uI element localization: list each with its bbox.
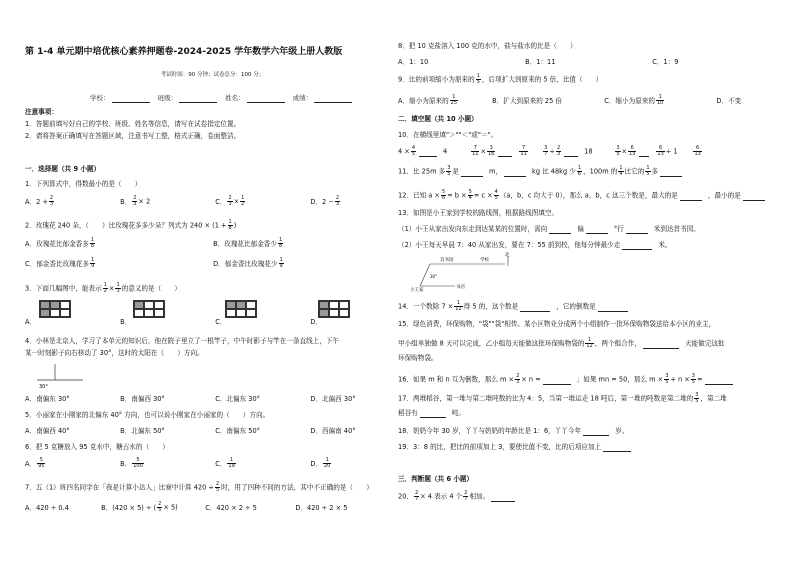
option-d[interactable]: D．	[310, 318, 322, 326]
section-heading-choice: 一．选择题（共 9 小题）	[25, 165, 101, 173]
option-a[interactable]: A．	[25, 318, 37, 326]
option-b[interactable]: B．(420 × 5) ÷ ( $\frac{2}{5}$ × 5)	[101, 501, 178, 513]
option-d[interactable]: D． $\frac{1}{20}$	[310, 457, 331, 469]
question-3: 3．下面几幅图中，能表示 $\frac{1}{2}$ × $\frac{1}{3}$ 的意义的是（ ）	[25, 282, 181, 294]
question-19: 19．3：8 的比，把比的前项加上 3，要使比值不变，比的后项应加上	[398, 443, 637, 452]
angle-label: 30°	[430, 274, 438, 279]
question-13: 13．如图是小王家到学校的路线图，根据路线图填空。	[398, 209, 559, 217]
question-8-options	[398, 58, 678, 67]
question-15-line2: 甲小组单独做 8 天可以完成，乙小组每天能做这批环保购物袋的 $\frac{1}{12}$ ，两个组合作， 天能做完这批	[398, 337, 725, 349]
option-d[interactable]: D．不变	[716, 96, 742, 105]
page-title: 第 1-4 单元期中培优核心素养押题卷-2024-2025 学年数学六年级上册人教版	[25, 47, 343, 57]
option-b[interactable]: B． $\frac{5}{100}$	[120, 457, 143, 469]
question-18: 18．奶奶今年 30 岁，丫丫与奶奶的年龄比是 1：6，丫丫今年 岁。	[398, 427, 629, 435]
route-map-diagram	[410, 252, 520, 292]
question-12: 12．已知 a × $\frac{5}{6}$ = b × $\frac{5}{4}$ = c × $\frac{4}{5}$ （a，b，c 均大于 0），那么 a，b，c 这三个数是，最大的是 ，最小的是	[398, 190, 771, 201]
question-6-options	[25, 458, 332, 469]
option-b[interactable]: B．	[120, 318, 132, 326]
question-5-options	[25, 427, 356, 436]
section-heading-fill: 二．填空题（共 10 小题）	[398, 115, 478, 123]
question-15-line3: 环保购物袋。	[398, 354, 438, 362]
question-5: 5．小丽家在小刚家的北偏东 40° 方向，也可以说小刚家在小丽家的（ ）方向。	[25, 411, 270, 419]
map-label: 学校	[480, 258, 489, 263]
question-1: 1．下列算式中，得数最小的是（ ）	[25, 180, 142, 188]
option-a[interactable]: A．1：10	[398, 58, 429, 66]
question-7-options	[25, 502, 347, 513]
compare-item[interactable]: $\frac{6}{13}$	[694, 145, 701, 157]
question-15: 15．绿色消费，环保购物，"袋""袋"相传。某小区物业分成两个小组制作一批环保购物袋送给本小区的业主，	[398, 320, 716, 328]
map-label: 首书园	[440, 258, 454, 263]
question-13-part1: （1）小王从家出发向东走到达某某的位置时，需向 偏 °行 米到达首书园。	[398, 225, 700, 233]
option-d[interactable]: D．2 − $\frac{2}{3}$	[310, 195, 340, 207]
question-9-options	[398, 95, 741, 106]
option-a[interactable]: A．玫瑰花比郁金香多 $\frac{1}{8}$	[25, 237, 95, 249]
option-c[interactable]: C．郁金香比玫瑰花多 $\frac{1}{9}$	[25, 257, 95, 269]
notice-item: 2．请将答案正确填写在答题区域，注意书写工整，格式正确，卷面整洁。	[25, 132, 241, 140]
option-a[interactable]: A． $\frac{5}{95}$	[25, 457, 45, 469]
question-17: 17．两堆稻谷，第一堆与第二堆吨数的比为 4：5，当第一堆运走 18 吨后，第一堆的吨数是第二堆的 $\frac{3}{5}$ ，第二堆	[398, 392, 727, 404]
score-blank[interactable]	[314, 96, 352, 103]
exam-info: 考试时间：90 分钟；试卷总分：100 分；	[160, 72, 265, 78]
question-4: 4．小林是北京人，学习了本单元的知识后，他在院子里立了一根竿子，中午时影子与竿在一条直线上，下午	[25, 337, 340, 345]
school-label: 学校：	[90, 94, 110, 102]
option-b[interactable]: B．1：11	[525, 58, 556, 66]
option-d[interactable]: D．北偏西 30°	[310, 395, 356, 403]
option-a[interactable]: A．2 + $\frac{2}{3}$	[25, 195, 54, 207]
question-10-items	[398, 146, 703, 157]
option-a[interactable]: A．南偏西 40°	[25, 427, 70, 435]
question-2: 2．玫瑰花 240 朵，（ ）比玫瑰花多多少朵？列式为 240 × (1 + $\frac{1}{8}$ )	[25, 219, 237, 231]
question-10: 10．在横线里填"＞""＜"或"＝"。	[398, 131, 498, 139]
question-17-line2: 稻谷有 吨。	[398, 409, 465, 417]
question-7: 7．五（1）班四名同学在「我是计算小达人」比赛中计算 420 ÷ $\frac{2}{5}$ 时，用了四种不同的方法，其中不正确的是（ ）	[25, 481, 373, 493]
map-label: 小王家	[410, 288, 424, 292]
figure-b	[133, 300, 165, 318]
angle-label: 30°	[39, 384, 48, 390]
option-c[interactable]: C．南偏东 50°	[215, 427, 260, 435]
question-3-options	[25, 318, 322, 327]
section-heading-judge: 三．判断题（共 6 小题）	[398, 475, 474, 483]
name-label: 姓名：	[225, 94, 245, 102]
option-b[interactable]: B．南偏西 30°	[120, 395, 165, 403]
option-b[interactable]: B．玫瑰花比郁金香少 $\frac{1}{8}$	[213, 237, 283, 249]
school-blank[interactable]	[112, 96, 150, 103]
question-4-options	[25, 395, 356, 404]
question-1-options	[25, 196, 403, 207]
map-label: 书店	[456, 285, 465, 290]
class-blank[interactable]	[179, 96, 217, 103]
question-8: 8．把 10 克盐溶入 100 克的水中，盐与盐水的比是（ ）	[398, 42, 577, 50]
compare-item[interactable]: 4 × $\frac{4}{5}$ 4	[398, 145, 448, 157]
question-20: 20． $\frac{2}{7}$ × 4 表示 4 个 $\frac{2}{7}$ 相加。	[398, 491, 521, 502]
option-a[interactable]: A．南偏东 30°	[25, 395, 70, 403]
sun-shadow-diagram	[35, 360, 85, 390]
notice-item: 1．答题前填写好自己的学校、班级、姓名等信息，请写在试卷指定位置。	[25, 120, 241, 128]
question-13-part2: （2）小王每天早晨 7：40 从家出发，要在 7：55 前到校，他每分钟最少走 米。	[398, 241, 672, 249]
option-c[interactable]: C． $\frac{1}{19}$	[215, 457, 235, 469]
student-info-line	[90, 94, 358, 103]
option-b[interactable]: B．北偏东 50°	[120, 427, 165, 435]
compare-item[interactable]: $\frac{7}{11}$ × $\frac{3}{16}$ $\frac{7}{11}$	[472, 145, 527, 157]
question-9: 9．比的前项缩小为原来的 $\frac{1}{5}$ ，后项扩大到原来的 5 倍，比值（ ）	[398, 73, 603, 85]
option-d[interactable]: D．郁金香比玫瑰花少 $\frac{1}{9}$	[213, 257, 283, 269]
option-c[interactable]: C．北偏东 30°	[215, 395, 260, 403]
option-c[interactable]: C．	[215, 318, 227, 326]
option-c[interactable]: C．1：9	[652, 58, 679, 66]
figure-a	[39, 300, 71, 318]
question-16: 16．如果 m 和 n 互为倒数，那么 m × $\frac{2}{3}$ × n = ；如果 mn = 50，那么 m × $\frac{3}{5}$ + n × $\frac{3}{5}$ =	[398, 374, 739, 385]
option-a[interactable]: A．420 ÷ 0.4	[25, 503, 69, 512]
option-d[interactable]: D．420 ÷ 2 × 5	[295, 503, 348, 512]
option-a[interactable]: A．缩小为原来的 $\frac{1}{25}$	[398, 94, 458, 106]
question-6: 6．把 5 克糖放入 95 克水中，糖占水的（ ）	[25, 443, 169, 451]
notice-heading: 注意事项：	[25, 108, 58, 116]
class-label: 班级：	[157, 94, 178, 102]
compare-item[interactable]: $\frac{3}{7}$ ÷ $\frac{2}{3}$ 18	[544, 145, 593, 157]
question-11: 11．比 25m 多 $\frac{3}{5}$ 是 m， kg 比 48kg 少 $\frac{1}{6}$ ，100m 的 $\frac{1}{4}$ 比它的 $\frac{1}{5}$ 多	[398, 166, 688, 177]
question-2-options-row2	[25, 258, 285, 269]
option-c[interactable]: C．缩小为原来的 $\frac{1}{10}$	[604, 94, 664, 106]
figure-c	[225, 300, 257, 318]
option-d[interactable]: D．西偏南 40°	[310, 427, 356, 435]
question-2-options-row1	[25, 238, 284, 249]
north-label: 北	[505, 253, 510, 258]
name-blank[interactable]	[247, 96, 285, 103]
option-c[interactable]: C． $\frac{2}{3}$ × $\frac{1}{2}$	[215, 195, 245, 207]
question-14: 14．一个数除 7 × $\frac{1}{12}$ 得 5 的，这个数是 ，它的倒数是	[398, 301, 634, 312]
figure-d	[318, 300, 350, 318]
option-b[interactable]: B．扩大到原来的 25 倍	[492, 96, 562, 105]
score-label: 成绩：	[292, 94, 313, 102]
compare-item[interactable]: $\frac{3}{5}$ × $\frac{6}{13}$ $\frac{6}{13}$ ÷ 1	[616, 145, 678, 157]
option-b[interactable]: B． $\frac{2}{3}$ × 2	[120, 195, 151, 207]
option-c[interactable]: C．420 × 2 ÷ 5	[205, 503, 257, 512]
question-4-line2: 某一时刻影子向右移动了 30°，这时的太阳在（ ）方向。	[25, 349, 204, 357]
